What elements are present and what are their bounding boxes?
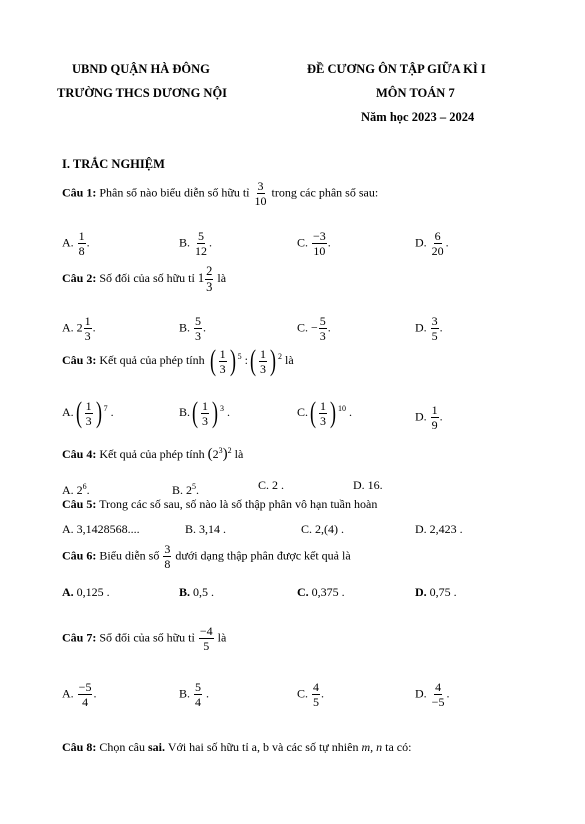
numerator: 1: [84, 314, 91, 328]
option-letter: D.: [353, 478, 365, 492]
question-1: [62, 180, 378, 207]
option-letter: D.: [415, 409, 427, 424]
option-a[interactable]: A. $\frac{-5}{4}$ .: [62, 680, 97, 709]
question-4: Câu 4: Kết quả của phép tính $(2^3)^2$ là: [62, 446, 244, 462]
option-d[interactable]: D. $\frac{6}{20}$ .: [415, 229, 449, 258]
denominator: 4: [195, 695, 202, 709]
option-b[interactable]: B. $\frac{5}{4}$ .: [179, 680, 210, 709]
question-label: Câu 5:: [62, 497, 97, 511]
question-label: Câu 1:: [62, 185, 97, 200]
option-letter: B.: [179, 404, 191, 419]
denominator: 8: [164, 557, 171, 571]
question-7: [62, 625, 226, 652]
question-text-end: dưới dạng thập phân được kết quả là: [175, 548, 351, 563]
option-c[interactable]: [297, 585, 345, 600]
option-letter: B.: [179, 320, 191, 335]
question-text: Kết quả của phép tính: [99, 447, 205, 461]
base: 2: [212, 447, 219, 461]
whole-part: 1: [197, 270, 205, 285]
option-value: 0,375 .: [311, 585, 345, 599]
question-5: [62, 497, 377, 512]
option-letter: C.: [297, 404, 309, 419]
base: 2: [76, 483, 83, 497]
option-a[interactable]: A. 2 $\frac{1}{3}$ .: [62, 314, 96, 343]
denominator: 4: [82, 695, 89, 709]
prefix: −: [311, 320, 318, 335]
question-label: Câu 7:: [62, 630, 97, 645]
question-label: Câu 8:: [62, 740, 97, 754]
option-a[interactable]: [62, 585, 110, 600]
option-letter: B.: [172, 483, 184, 497]
numerator: 5: [195, 680, 202, 694]
option-d[interactable]: D. $\frac{1}{9}$ .: [415, 403, 443, 432]
question-text-end: ta có:: [385, 740, 412, 754]
question-text: Trong các số sau, số nào là số thập phân vô hạn tuần hoàn: [99, 497, 378, 511]
numerator: 5: [319, 314, 326, 328]
denominator: 10: [254, 194, 267, 208]
denominator: 9: [431, 418, 438, 432]
option-a[interactable]: A. $\frac{1}{8}$ .: [62, 229, 90, 258]
question-text-mid: Với hai số hữu tỉ a, b và các số tự nhiên: [167, 740, 359, 754]
option-letter: B.: [179, 235, 191, 250]
option-a[interactable]: [62, 522, 140, 537]
denominator: −5: [431, 695, 445, 709]
numerator: 2: [206, 264, 213, 278]
denominator: 10: [313, 244, 326, 258]
question-text: Số đối của số hữu tỉ: [99, 270, 195, 285]
numerator: −3: [313, 229, 326, 243]
denominator: 5: [431, 329, 438, 343]
option-value: 0,125 .: [76, 585, 110, 599]
denominator: 8: [78, 244, 85, 258]
numerator: 4: [435, 680, 442, 694]
option-letter: A.: [62, 404, 74, 419]
numerator: 5: [198, 229, 205, 243]
numerator: 4: [313, 680, 320, 694]
option-d[interactable]: [353, 478, 383, 493]
operator: :: [244, 352, 248, 367]
denominator: 5: [313, 695, 320, 709]
numerator: 1: [85, 398, 92, 413]
denominator: 3: [319, 329, 326, 343]
option-letter: C.: [301, 522, 313, 536]
option-c[interactable]: C.( $\frac{1}{3}$ ) $^{10}$ .: [297, 396, 353, 429]
numerator: 6: [434, 229, 441, 243]
question-2: [62, 265, 226, 293]
base: 2: [186, 483, 193, 497]
question-label: Câu 2:: [62, 270, 97, 285]
option-c[interactable]: C. − $\frac{5}{3}$ .: [297, 314, 331, 343]
option-b[interactable]: B. $2^5$.: [172, 482, 200, 497]
denominator: 3: [84, 329, 91, 343]
department-name: UBND QUẬN HÀ ĐÔNG: [72, 62, 210, 76]
denominator: 3: [219, 361, 226, 376]
question-label: Câu 4:: [62, 447, 97, 461]
option-d[interactable]: [415, 522, 463, 537]
option-letter: C.: [297, 585, 309, 599]
numerator: 3: [431, 314, 438, 328]
exponent: 5: [237, 351, 242, 361]
mixed-number: [197, 264, 215, 294]
question-text: Số đối của số hữu tỉ: [99, 630, 195, 645]
numerator: 1: [78, 229, 85, 243]
option-letter: D.: [415, 686, 427, 701]
denominator: 3: [195, 329, 202, 343]
exponent: 6: [82, 482, 87, 491]
question-text-end: là: [217, 630, 227, 645]
exponent: 2: [227, 446, 232, 455]
option-value: 2,423 .: [429, 522, 463, 536]
emphasis-word: sai.: [148, 740, 166, 754]
numerator: 3: [257, 179, 264, 193]
option-c[interactable]: C. $\frac{4}{5}$ .: [297, 680, 325, 709]
option-value: 2,(4) .: [315, 522, 345, 536]
numerator: 1: [320, 398, 327, 413]
option-d[interactable]: [415, 585, 457, 600]
exponent: 3: [220, 403, 225, 413]
school-year: Năm học 2023 – 2024: [361, 110, 475, 124]
option-c[interactable]: C. $\frac{-3}{10}$ .: [297, 229, 331, 258]
numerator: 3: [164, 542, 171, 556]
denominator: 3: [202, 413, 209, 428]
option-d[interactable]: D. $\frac{3}{5}$ .: [415, 314, 443, 343]
numerator: −5: [78, 680, 92, 694]
option-c[interactable]: [301, 522, 344, 537]
option-b[interactable]: [179, 585, 214, 600]
exponent: 5: [192, 482, 197, 491]
question-text-end: là: [234, 447, 244, 461]
option-letter: D.: [415, 585, 427, 599]
option-letter: C.: [297, 686, 309, 701]
question-text: Biểu diễn số: [99, 548, 160, 563]
option-value: 3,14 .: [199, 522, 227, 536]
school-name: TRƯỜNG THCS DƯƠNG NỘI: [57, 86, 228, 100]
option-letter: C.: [258, 478, 270, 492]
variable-m: m,: [361, 740, 374, 754]
question-3: Câu 3: Kết quả của phép tính ( $\frac{1}{3}$ ) $^5$ :( $\frac{1}{3}$ ) $^2$ là: [62, 344, 294, 377]
option-letter: A.: [62, 320, 74, 335]
numerator: 1: [431, 403, 438, 417]
exponent: 2: [278, 351, 282, 361]
section-title: I. TRẮC NGHIỆM: [62, 157, 165, 171]
exponent: 7: [103, 403, 108, 413]
option-letter: C.: [297, 235, 309, 250]
fraction: [254, 180, 268, 207]
numerator: 5: [195, 314, 202, 328]
variable-n: n: [376, 740, 383, 754]
numerator: 1: [219, 346, 226, 361]
question-label: Câu 3:: [62, 352, 97, 367]
option-value: 3,1428568....: [76, 522, 140, 536]
question-text-end: trong các phân số sau:: [271, 185, 379, 200]
option-letter: B.: [179, 585, 191, 599]
option-letter: D.: [415, 522, 427, 536]
denominator: 12: [195, 244, 208, 258]
option-b[interactable]: B.( $\frac{1}{3}$ ) $^3$ .: [179, 396, 231, 429]
option-letter: D.: [415, 235, 427, 250]
denominator: 3: [85, 413, 92, 428]
option-value: 0,5 .: [193, 585, 215, 599]
question-label: Câu 6:: [62, 548, 97, 563]
option-letter: A.: [62, 483, 74, 497]
option-c[interactable]: [258, 478, 284, 493]
question-8: [62, 740, 411, 755]
exponent: 3: [218, 446, 223, 455]
numerator: 1: [260, 346, 266, 361]
question-text: Phân số nào biểu diễn số hữu tỉ: [99, 185, 250, 200]
question-text-end: là: [285, 352, 294, 367]
denominator: 5: [203, 639, 210, 653]
option-letter: C.: [297, 320, 309, 335]
prefix: 2: [76, 320, 83, 335]
document-title: ĐỀ CƯƠNG ÔN TẬP GIỮA KÌ I: [307, 62, 486, 76]
option-letter: B.: [179, 686, 191, 701]
numerator: −4: [199, 624, 213, 638]
denominator: 20: [431, 244, 444, 258]
option-letter: B.: [185, 522, 197, 536]
numerator: 1: [202, 398, 209, 413]
option-b[interactable]: B. $\frac{5}{12}$ .: [179, 229, 213, 258]
option-value: 16.: [367, 478, 383, 492]
subject-title: MÔN TOÁN 7: [376, 86, 455, 100]
option-b[interactable]: B. $\frac{5}{3}$ .: [179, 314, 207, 343]
denominator: 3: [260, 361, 266, 376]
option-letter: A.: [62, 235, 74, 250]
option-b[interactable]: [185, 522, 226, 537]
denominator: 3: [320, 413, 327, 428]
question-text: Kết quả của phép tính: [99, 352, 205, 367]
option-value: 2 .: [272, 478, 285, 492]
exponent: 10: [338, 403, 347, 413]
option-value: 0,75 .: [429, 585, 457, 599]
question-text: Chọn câu: [99, 740, 145, 754]
option-a[interactable]: A. $2^6$.: [62, 482, 90, 497]
option-letter: A.: [62, 522, 74, 536]
question-text-end: là: [217, 270, 227, 285]
denominator: 3: [206, 279, 213, 294]
option-letter: A.: [62, 585, 74, 599]
option-a[interactable]: A.( $\frac{1}{3}$ ) $^7$ .: [62, 396, 114, 429]
question-6: [62, 543, 351, 570]
option-d[interactable]: D. $\frac{4}{-5}$ .: [415, 680, 450, 709]
option-letter: A.: [62, 686, 74, 701]
option-letter: D.: [415, 320, 427, 335]
